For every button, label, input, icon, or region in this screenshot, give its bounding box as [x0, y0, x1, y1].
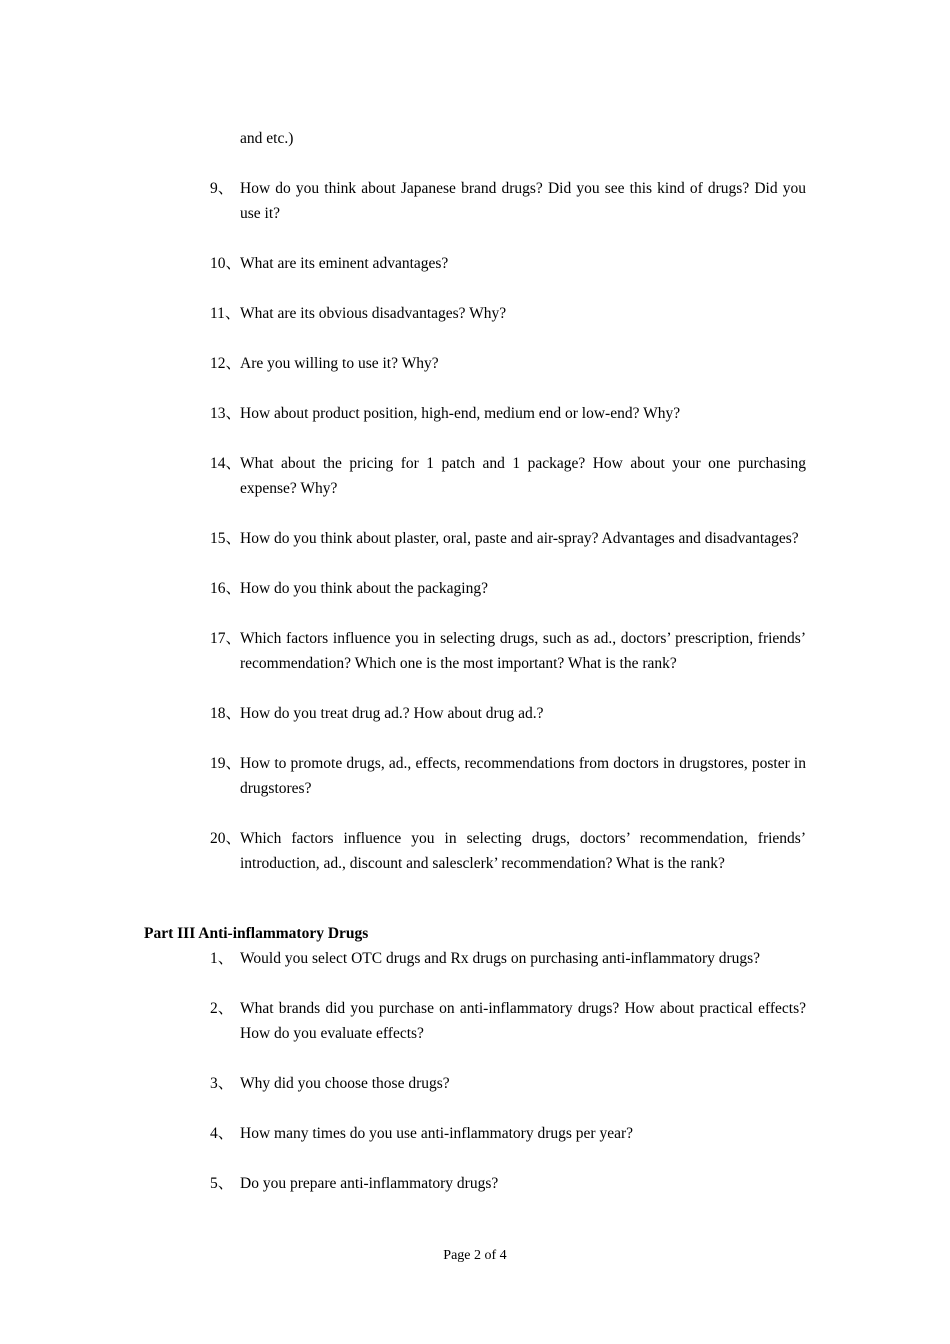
question-number: 18、: [210, 705, 242, 722]
question-item: [210, 526, 806, 551]
continuation-text: and etc.): [240, 130, 294, 147]
question-text: How do you treat drug ad.? How about drug ad.?: [240, 705, 544, 722]
question-item: [210, 626, 806, 676]
part3-heading: Part III Anti-inflammatory Drugs: [144, 925, 369, 942]
question-item: [210, 946, 806, 971]
question-item: [210, 751, 806, 801]
question-item: [210, 1171, 806, 1196]
question-item: [210, 1071, 806, 1096]
question-text: How do you think about plaster, oral, paste and air-spray? Advantages and disadvantages?: [240, 530, 799, 547]
question-item: [210, 701, 806, 726]
question-number: 11、: [210, 305, 241, 322]
question-number: 1、: [210, 950, 234, 967]
question-number: 4、: [210, 1125, 234, 1142]
question-item: [210, 401, 806, 426]
question-item: [210, 1121, 806, 1146]
question-item: [210, 451, 806, 501]
question-text: Which factors influence you in selecting drugs, doctors’ recommendation, friends’ introduction, ad., discount and salesclerk’ recommendation? What is the rank?: [240, 830, 806, 872]
part2-question-list: [210, 176, 806, 876]
question-text: What are its eminent advantages?: [240, 255, 449, 272]
question-number: 13、: [210, 405, 242, 422]
question-text: Why did you choose those drugs?: [240, 1075, 450, 1092]
question-text: Are you willing to use it? Why?: [240, 355, 439, 372]
question-item: [210, 176, 806, 226]
part3-question-list: [210, 946, 806, 1196]
question-text: Would you select OTC drugs and Rx drugs on purchasing anti-inflammatory drugs?: [240, 950, 761, 967]
question-number: 20、: [210, 830, 242, 847]
question-number: 17、: [210, 630, 242, 647]
question-text: How do you think about the packaging?: [240, 580, 488, 597]
page-footer: Page 2 of 4: [443, 1248, 507, 1263]
question-number: 15、: [210, 530, 242, 547]
question-text: How many times do you use anti-inflammatory drugs per year?: [240, 1125, 633, 1142]
question-number: 14、: [210, 455, 242, 472]
question-number: 10、: [210, 255, 242, 272]
question-text: Do you prepare anti-inflammatory drugs?: [240, 1175, 499, 1192]
question-text: Which factors influence you in selecting drugs, such as ad., doctors’ prescription, friends’ recommendation? Which one is the most important? What is the rank?: [240, 630, 806, 672]
question-number: 2、: [210, 1000, 234, 1017]
question-item: [210, 301, 806, 326]
question-item: [210, 996, 806, 1046]
question-item: [210, 826, 806, 876]
question-number: 19、: [210, 755, 242, 772]
question-number: 5、: [210, 1175, 234, 1192]
question-text: What are its obvious disadvantages? Why?: [240, 305, 507, 322]
question-number: 12、: [210, 355, 242, 372]
question-text: What brands did you purchase on anti-inflammatory drugs? How about practical effects? How do you evaluate effects?: [240, 1000, 806, 1042]
question-text: What about the pricing for 1 patch and 1 package? How about your one purchasing expense? Why?: [240, 455, 806, 497]
question-number: 9、: [210, 180, 238, 197]
question-number: 3、: [210, 1075, 234, 1092]
question-item: [210, 576, 806, 601]
question-text: How about product position, high-end, medium end or low-end? Why?: [240, 405, 681, 422]
question-text: How to promote drugs, ad., effects, recommendations from doctors in drugstores, poster in drugstores?: [240, 755, 806, 797]
question-number: 16、: [210, 580, 242, 597]
question-item: [210, 251, 806, 276]
question-item: [210, 351, 806, 376]
question-text: How do you think about Japanese brand drugs? Did you see this kind of drugs? Did you use it?: [240, 180, 806, 222]
